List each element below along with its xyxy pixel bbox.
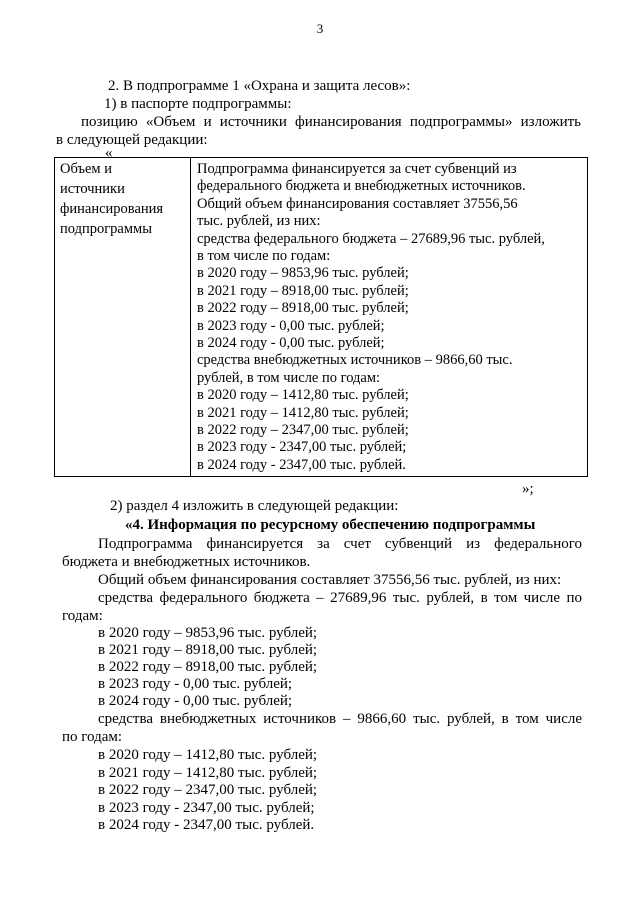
section-heading: «4. Информация по ресурсному обеспечению подпрограммы (125, 517, 536, 533)
table-right-line: Подпрограмма финансируется за счет субвенций из (197, 161, 517, 177)
table-column-divider (190, 158, 191, 476)
table-right-line: в том числе по годам: (197, 248, 331, 264)
table-right-line: средства федерального бюджета – 27689,96 тыс. рублей, (197, 230, 545, 247)
table-left-line: финансирования (60, 201, 164, 217)
table-right-line: в 2023 году - 2347,00 тыс. рублей; (197, 439, 407, 456)
close-quote: »; (522, 481, 534, 497)
open-quote: « (105, 145, 113, 161)
intro-line-2: 1) в паспорте подпрограммы: (104, 96, 292, 112)
federal-year-line: в 2021 году – 8918,00 тыс. рублей; (98, 642, 318, 658)
section-para-3-line-2: годам: (62, 608, 103, 624)
table-right-line: в 2024 году - 2347,00 тыс. рублей. (197, 456, 406, 473)
table-left-line: источники (60, 181, 125, 197)
table-right-line: в 2020 году – 9853,96 тыс. рублей; (197, 265, 409, 282)
extra-year-line: в 2024 году - 2347,00 тыс. рублей. (98, 817, 315, 833)
table-left-line: подпрограммы (60, 221, 152, 237)
table-right-line: тыс. рублей, из них: (197, 213, 321, 230)
table-right-line: рублей, в том числе по годам: (197, 369, 381, 386)
table-right-line: Общий объем финансирования составляет 37556,56 (197, 195, 518, 212)
federal-year-line: в 2024 году - 0,00 тыс. рублей; (98, 693, 293, 709)
table-right-line: в 2021 году – 8918,00 тыс. рублей; (197, 282, 409, 299)
table-right-line: в 2020 году – 1412,80 тыс. рублей; (197, 387, 409, 404)
federal-year-line: в 2023 году - 0,00 тыс. рублей; (98, 676, 293, 692)
section-para-3-line-1: средства федерального бюджета – 27689,96 тыс. рублей, в том числе по (98, 590, 582, 606)
intro-line-3: позицию «Объем и источники финансирования подпрограммы» изложить (81, 114, 581, 130)
table-right-line: в 2022 году – 2347,00 тыс. рублей; (197, 422, 409, 438)
table-right-line: в 2024 году - 0,00 тыс. рублей; (197, 335, 385, 351)
table-left-line: Объем и (60, 161, 112, 177)
federal-year-line: в 2020 году – 9853,96 тыс. рублей; (98, 625, 318, 641)
table-right-line: в 2022 году – 8918,00 тыс. рублей; (197, 300, 409, 317)
federal-year-line: в 2022 году – 8918,00 тыс. рублей; (98, 659, 318, 675)
extra-year-line: в 2020 году – 1412,80 тыс. рублей; (98, 747, 318, 763)
intro-line-4: в следующей редакции: (56, 132, 208, 148)
table-right-line: средства внебюджетных источников – 9866,60 тыс. (197, 352, 513, 369)
table-right-line: в 2021 году – 1412,80 тыс. рублей; (197, 404, 409, 421)
intro-line-1: 2. В подпрограмме 1 «Охрана и защита лесов»: (108, 78, 411, 94)
section-para-1-line-2: бюджета и внебюджетных источников. (62, 554, 311, 570)
section-para-4-line-2: по годам: (62, 729, 123, 745)
extra-year-line: в 2023 году - 2347,00 тыс. рублей; (98, 799, 315, 816)
extra-year-line: в 2022 году – 2347,00 тыс. рублей; (98, 782, 318, 798)
section-para-1-line-1: Подпрограмма финансируется за счет субвенций из федерального (98, 536, 582, 552)
financing-table (54, 157, 588, 477)
page-number: 3 (316, 21, 324, 36)
table-right-line: в 2023 году - 0,00 тыс. рублей; (197, 317, 385, 334)
extra-year-line: в 2021 году – 1412,80 тыс. рублей; (98, 764, 318, 781)
section-item: 2) раздел 4 изложить в следующей редакции: (110, 498, 399, 514)
table-right-line: федерального бюджета и внебюджетных источников. (197, 178, 526, 195)
section-para-2: Общий объем финансирования составляет 37556,56 тыс. рублей, из них: (98, 572, 562, 588)
section-para-4-line-1: средства внебюджетных источников – 9866,60 тыс. рублей, в том числе (98, 711, 582, 727)
